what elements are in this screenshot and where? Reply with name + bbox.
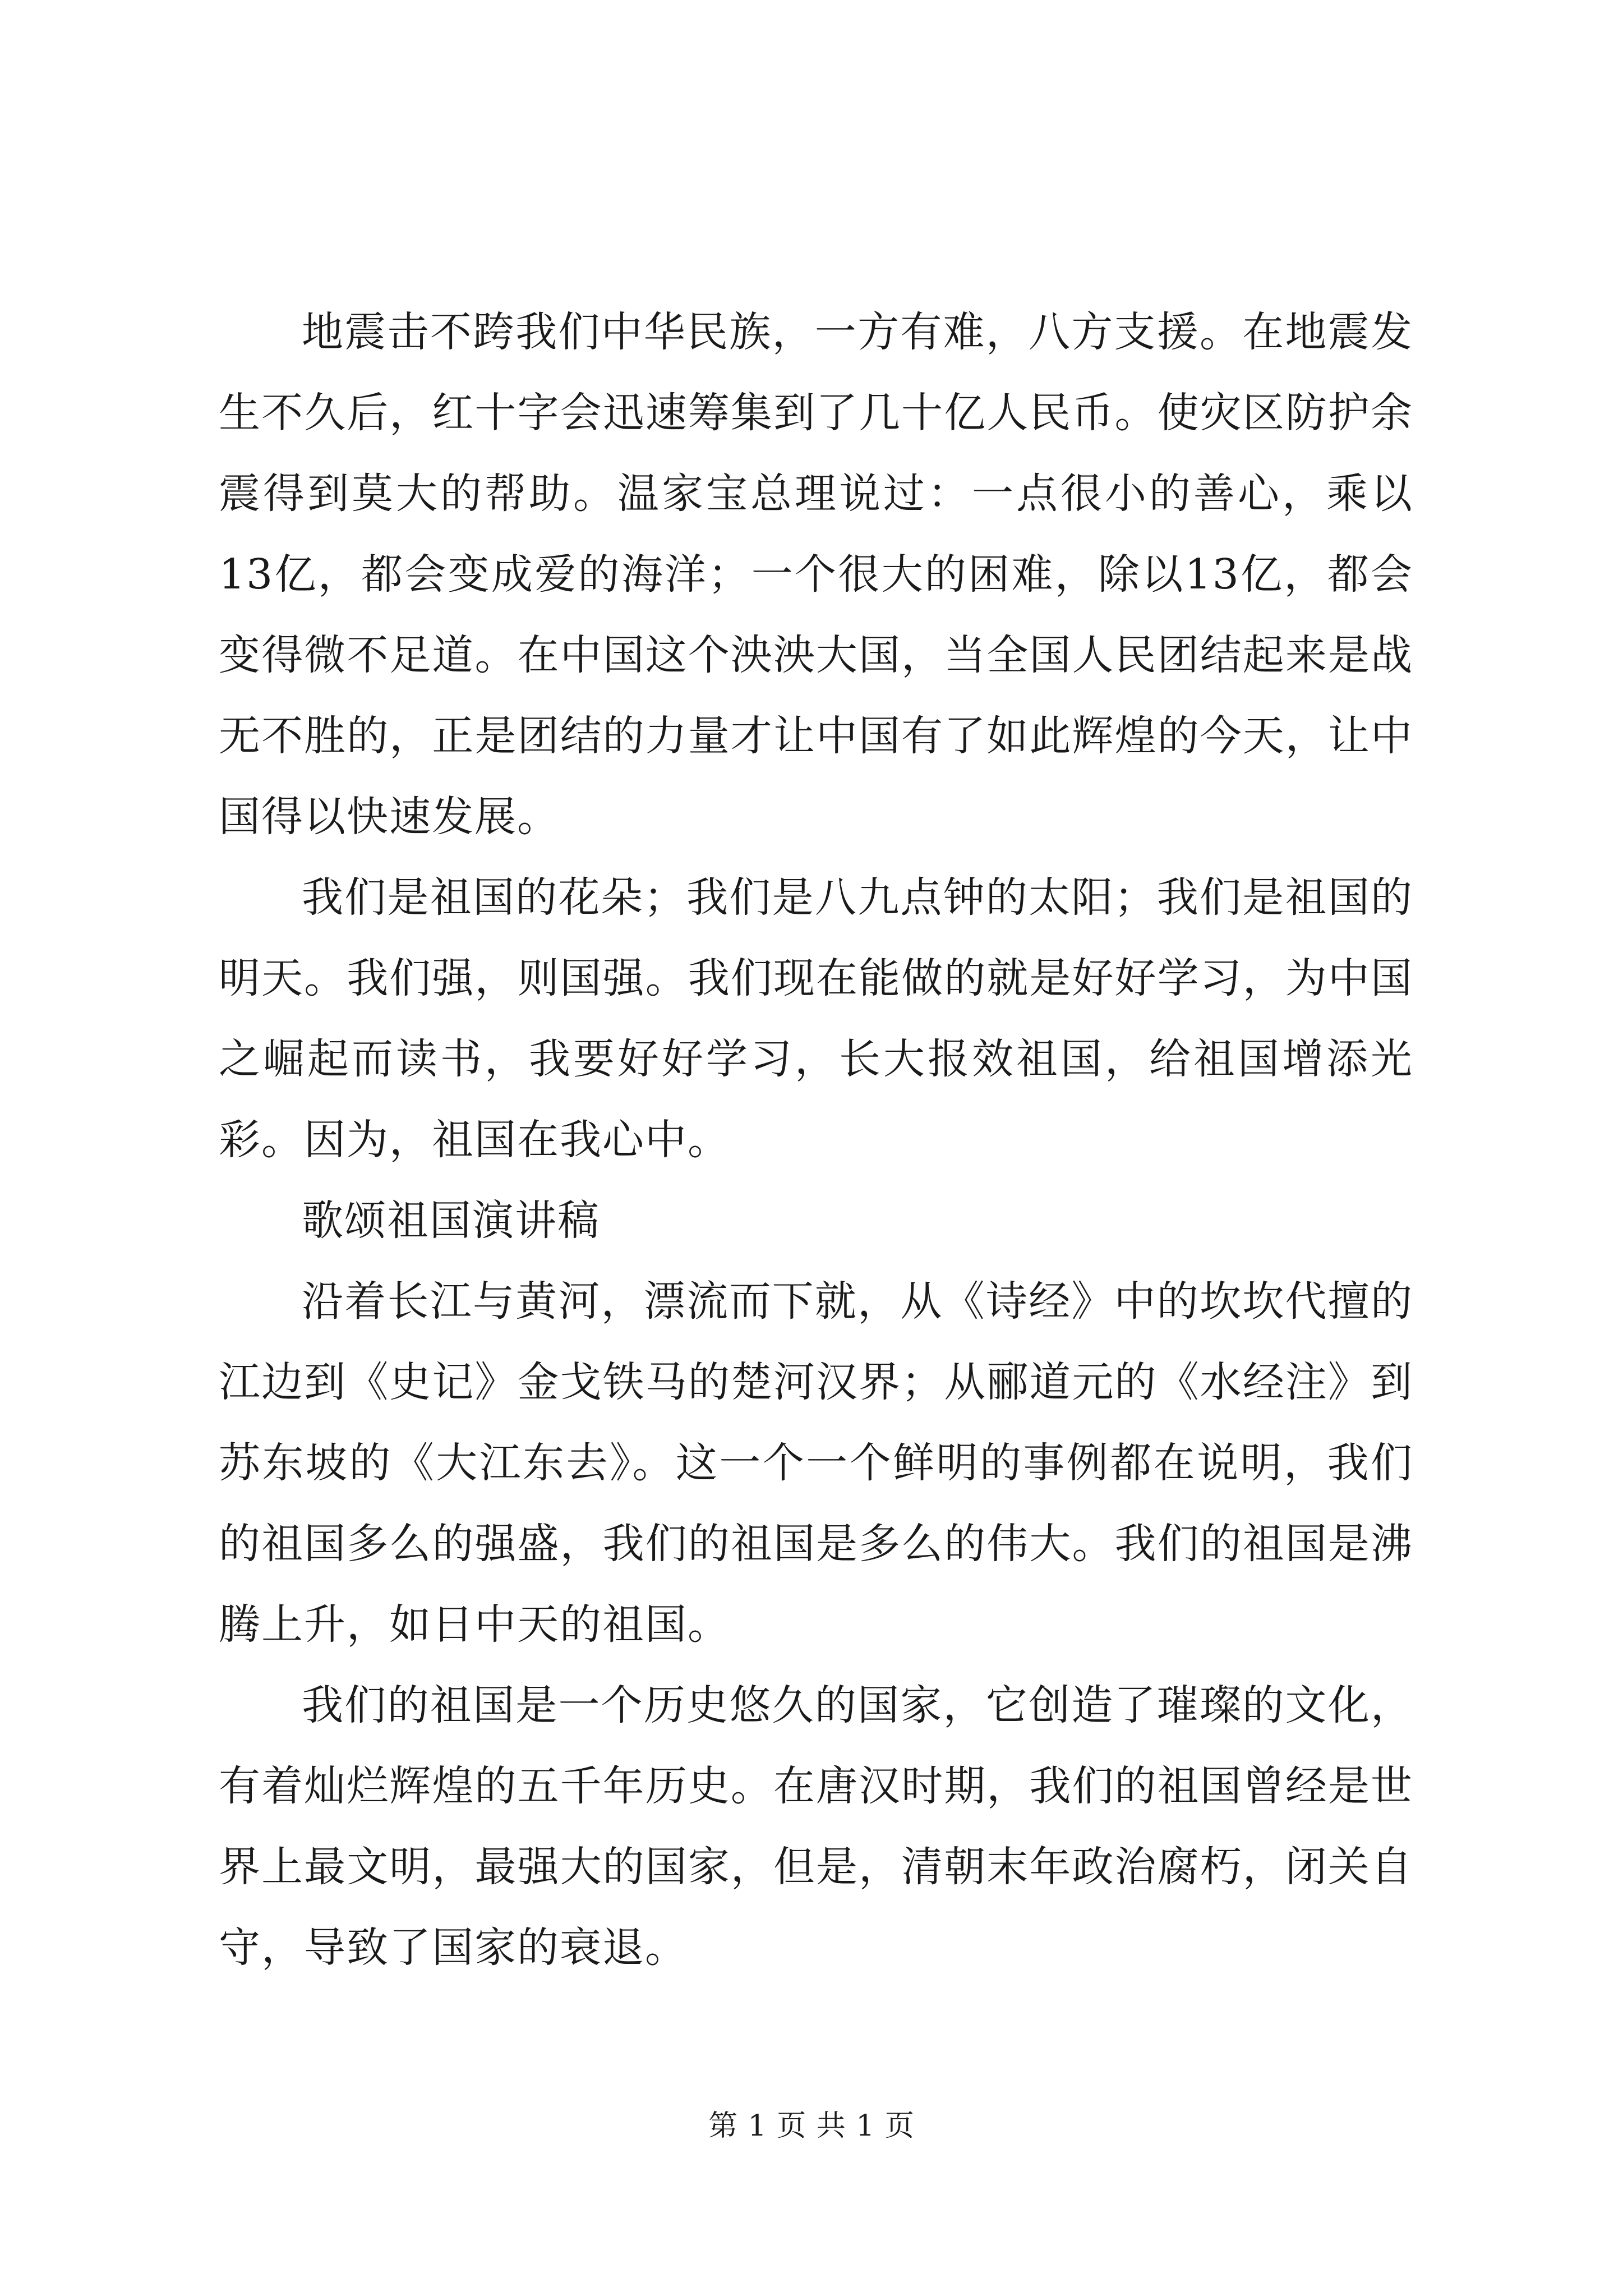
paragraph-yangtze-yellow-river: 沿着长江与黄河，漂流而下就，从《诗经》中的坎坎代擅的江边到《史记》金戈铁马的楚河汉界；从郦道元的《水经注》到苏东坡的《大江东去》。这一个一个鲜明的事例都在说明，我们的祖国多么的强盛，我们的祖国是多么的伟大。我们的祖国是沸腾上升，如日中天的祖国。: [219, 1277, 1413, 1649]
paragraph-long-history: 我们的祖国是一个历史悠久的国家，它创造了璀璨的文化，有着灿烂辉煌的五千年历史。在唐汉时期，我们的祖国曾经是世界上最文明，最强大的国家，但是，清朝末年政治腐朽，闭关自守，导致了国家的衰退。: [219, 1681, 1413, 1972]
page-footer: 第 1 页 共 1 页: [708, 2109, 915, 2143]
section-title: 歌颂祖国演讲稿: [302, 1197, 600, 1245]
paragraph-earthquake-unity: 地震击不跨我们中华民族，一方有难，八方支援。在地震发生不久后，红十字会迅速筹集到了几十亿人民币。使灾区防护余震得到莫大的帮助。温家宝总理说过：一点很小的善心，乘以13亿，都会变成爱的海洋；一个很大的困难，除以13亿，都会变得微不足道。在中国这个泱泱大国，当全国人民团结起来是战无不胜的，正是团结的力量才让中国有了如此辉煌的今天，让中国得以快速发展。: [219, 308, 1413, 841]
paragraph-flowers-of-motherland: 我们是祖国的花朵；我们是八九点钟的太阳；我们是祖国的明天。我们强，则国强。我们现在能做的就是好好学习，为中国之崛起而读书，我要好好学习，长大报效祖国，给祖国增添光彩。因为，祖国在我心中。: [219, 873, 1413, 1164]
document-body: [219, 292, 1413, 1988]
